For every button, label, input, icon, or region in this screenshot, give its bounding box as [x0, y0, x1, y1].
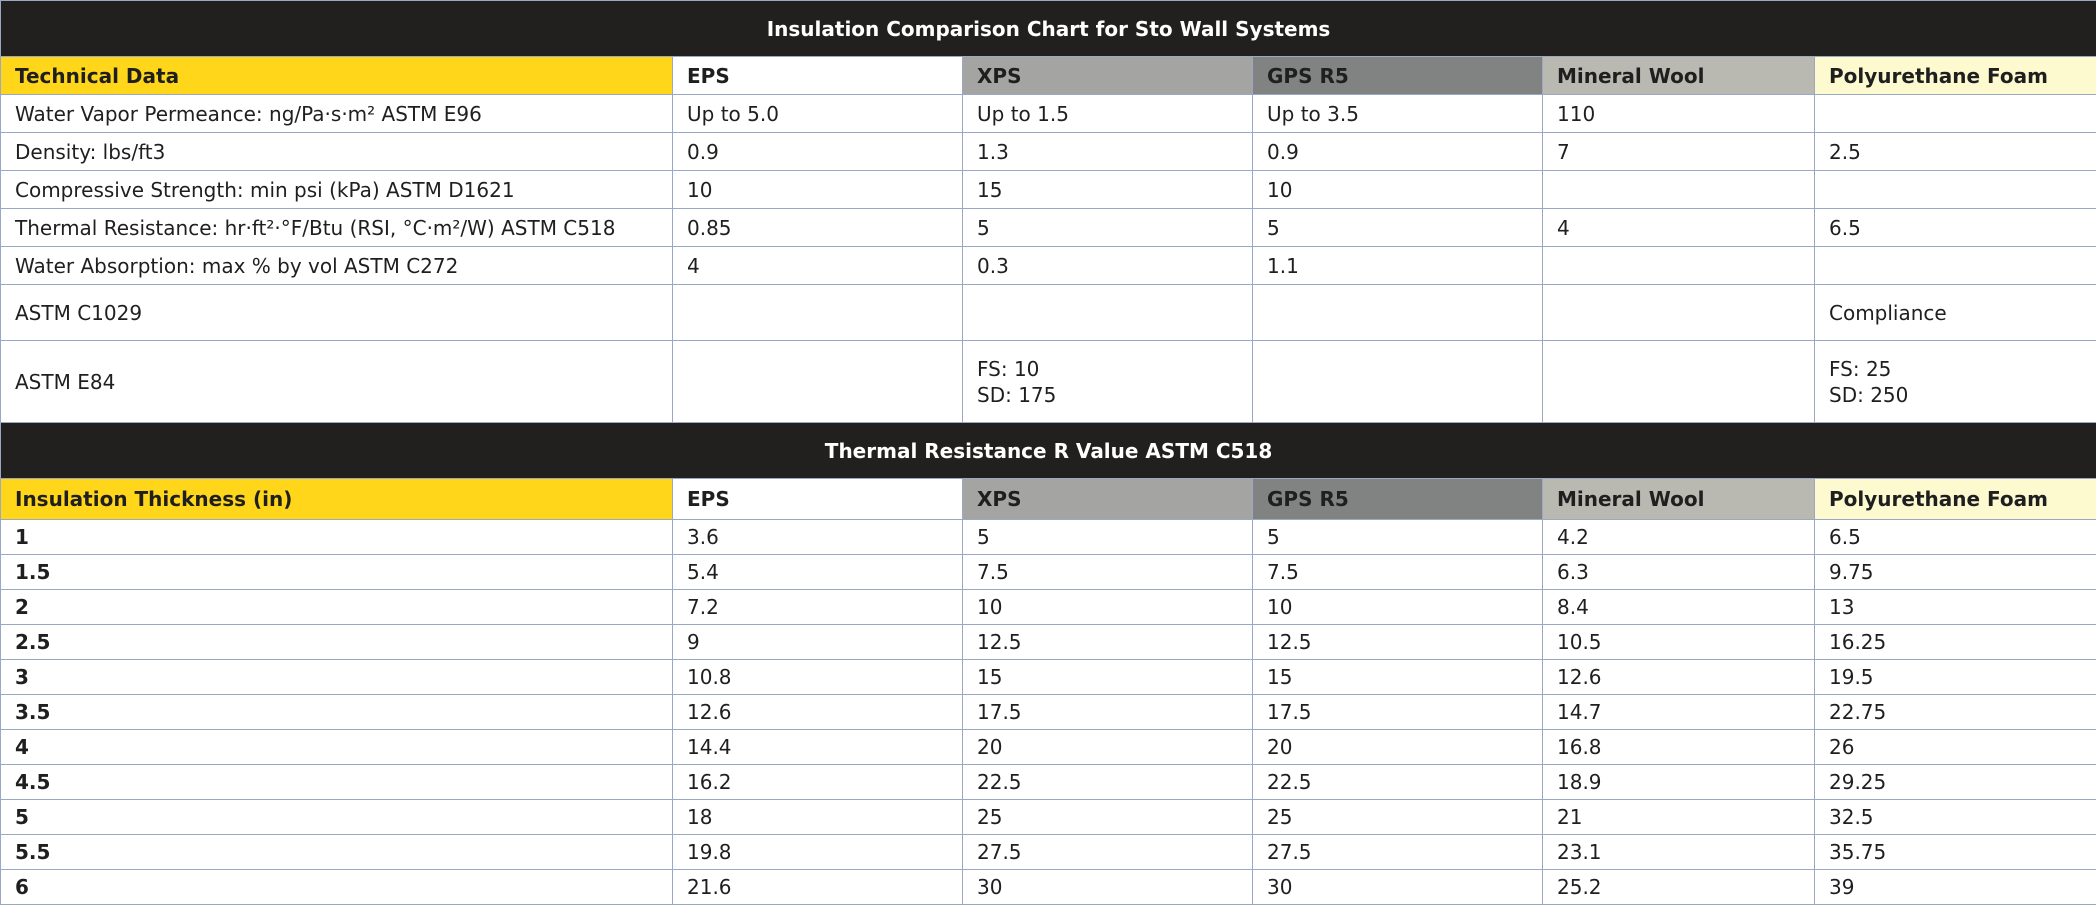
column-header-eps: EPS [673, 479, 963, 520]
table-row [1, 765, 2096, 800]
table-cell [1543, 341, 1815, 423]
table-cell: 16.2 [673, 765, 963, 800]
table-cell: 26 [1815, 730, 2096, 765]
table-cell: 23.1 [1543, 835, 1815, 870]
table-cell: 7.2 [673, 590, 963, 625]
rvalue-title-row [1, 423, 2096, 479]
table-cell [673, 285, 963, 341]
table-cell: 1.3 [963, 133, 1253, 171]
table-cell: 10.8 [673, 660, 963, 695]
table-cell [1253, 285, 1543, 341]
table-cell [1543, 247, 1815, 285]
row-label: ASTM C1029 [1, 285, 673, 341]
column-header-gps-r5: GPS R5 [1253, 57, 1543, 95]
row-label: Water Vapor Permeance: ng/Pa·s·m² ASTM E96 [1, 95, 673, 133]
table-cell: 16.25 [1815, 625, 2096, 660]
table-cell: 21.6 [673, 870, 963, 905]
table-cell: 0.85 [673, 209, 963, 247]
table-cell: 12.5 [963, 625, 1253, 660]
table-cell: 35.75 [1815, 835, 2096, 870]
rvalue-section [1, 423, 2096, 520]
table-cell: 14.7 [1543, 695, 1815, 730]
table-row [1, 695, 2096, 730]
table-cell: Compliance [1815, 285, 2096, 341]
table-cell: 5 [1253, 209, 1543, 247]
table-cell: 10 [1253, 590, 1543, 625]
row-label: 3.5 [1, 695, 673, 730]
row-label: 3 [1, 660, 673, 695]
row-label: 5 [1, 800, 673, 835]
table-cell [1815, 95, 2096, 133]
table-cell: 13 [1815, 590, 2096, 625]
table-cell: 27.5 [1253, 835, 1543, 870]
table-cell: 29.25 [1815, 765, 2096, 800]
table-cell: FS: 10 SD: 175 [963, 341, 1253, 423]
row-label: 4 [1, 730, 673, 765]
table-cell: 18.9 [1543, 765, 1815, 800]
comparison-title: Insulation Comparison Chart for Sto Wall Systems [1, 1, 2096, 57]
comparison-rows [1, 95, 2096, 423]
table-cell: 19.5 [1815, 660, 2096, 695]
column-header-technical-data: Technical Data [1, 57, 673, 95]
table-cell: 6.3 [1543, 555, 1815, 590]
table-cell: 15 [1253, 660, 1543, 695]
table-cell: FS: 25 SD: 250 [1815, 341, 2096, 423]
table-cell: 15 [963, 660, 1253, 695]
table-cell: 30 [963, 870, 1253, 905]
table-row [1, 171, 2096, 209]
column-header-mineral-wool: Mineral Wool [1543, 57, 1815, 95]
table-cell: 7.5 [1253, 555, 1543, 590]
row-label: Compressive Strength: min psi (kPa) ASTM D1621 [1, 171, 673, 209]
table-row [1, 285, 2096, 341]
row-label: Density: lbs/ft3 [1, 133, 673, 171]
table-cell: 32.5 [1815, 800, 2096, 835]
table-cell: 12.6 [1543, 660, 1815, 695]
row-label: 4.5 [1, 765, 673, 800]
rvalue-header-row [1, 479, 2096, 520]
row-label: 2 [1, 590, 673, 625]
table-cell: 10 [963, 590, 1253, 625]
column-header-insulation-thickness: Insulation Thickness (in) [1, 479, 673, 520]
table-cell [1543, 285, 1815, 341]
table-row [1, 133, 2096, 171]
table-cell: 19.8 [673, 835, 963, 870]
table-cell: 10 [673, 171, 963, 209]
table-cell: Up to 5.0 [673, 95, 963, 133]
table-row [1, 520, 2096, 555]
table-cell: 12.5 [1253, 625, 1543, 660]
table-row [1, 95, 2096, 133]
table-cell: 6.5 [1815, 209, 2096, 247]
table-cell: 2.5 [1815, 133, 2096, 171]
column-header-xps: XPS [963, 479, 1253, 520]
table-cell: 7 [1543, 133, 1815, 171]
table-cell: 12.6 [673, 695, 963, 730]
table-row [1, 660, 2096, 695]
row-label: Thermal Resistance: hr·ft²·°F/Btu (RSI, °C·m²/W) ASTM C518 [1, 209, 673, 247]
table-cell: 6.5 [1815, 520, 2096, 555]
table-cell: Up to 3.5 [1253, 95, 1543, 133]
column-header-mineral-wool: Mineral Wool [1543, 479, 1815, 520]
table-row [1, 730, 2096, 765]
table-cell: 7.5 [963, 555, 1253, 590]
rvalue-rows [1, 520, 2096, 905]
table-cell: 25 [1253, 800, 1543, 835]
table-cell [1543, 171, 1815, 209]
table-row [1, 870, 2096, 905]
table-cell: 4 [673, 247, 963, 285]
table-cell: 25.2 [1543, 870, 1815, 905]
table-cell: 1.1 [1253, 247, 1543, 285]
table-cell: 30 [1253, 870, 1543, 905]
row-label: Water Absorption: max % by vol ASTM C272 [1, 247, 673, 285]
table-cell: 9.75 [1815, 555, 2096, 590]
table-cell: 5 [963, 209, 1253, 247]
table-cell: 17.5 [963, 695, 1253, 730]
column-header-eps: EPS [673, 57, 963, 95]
table-cell: 17.5 [1253, 695, 1543, 730]
table-cell: 22.5 [963, 765, 1253, 800]
table-cell: 0.3 [963, 247, 1253, 285]
row-label: 5.5 [1, 835, 673, 870]
table-cell: 21 [1543, 800, 1815, 835]
table-cell: 8.4 [1543, 590, 1815, 625]
row-label: ASTM E84 [1, 341, 673, 423]
table-cell: 0.9 [673, 133, 963, 171]
table-row [1, 590, 2096, 625]
table-row [1, 835, 2096, 870]
comparison-header-row [1, 57, 2096, 95]
comparison-section [1, 1, 2096, 95]
table-cell: 10 [1253, 171, 1543, 209]
table-row [1, 625, 2096, 660]
row-label: 2.5 [1, 625, 673, 660]
table-cell: 5 [1253, 520, 1543, 555]
column-header-polyurethane-foam: Polyurethane Foam [1815, 57, 2096, 95]
table-cell [1253, 341, 1543, 423]
table-cell [1815, 171, 2096, 209]
column-header-gps-r5: GPS R5 [1253, 479, 1543, 520]
table-cell: 0.9 [1253, 133, 1543, 171]
table-cell: 27.5 [963, 835, 1253, 870]
rvalue-title: Thermal Resistance R Value ASTM C518 [1, 423, 2096, 479]
row-label: 1.5 [1, 555, 673, 590]
row-label: 1 [1, 520, 673, 555]
table-cell: 39 [1815, 870, 2096, 905]
table-cell: 5.4 [673, 555, 963, 590]
table-cell: 16.8 [1543, 730, 1815, 765]
table-cell: 5 [963, 520, 1253, 555]
table-cell: 3.6 [673, 520, 963, 555]
table-row [1, 209, 2096, 247]
table-cell: 110 [1543, 95, 1815, 133]
table-cell: 15 [963, 171, 1253, 209]
table-cell: 20 [963, 730, 1253, 765]
table-cell: 22.5 [1253, 765, 1543, 800]
table-cell: 20 [1253, 730, 1543, 765]
row-label: 6 [1, 870, 673, 905]
comparison-title-row [1, 1, 2096, 57]
table-cell: 22.75 [1815, 695, 2096, 730]
table-cell [963, 285, 1253, 341]
table-cell: 10.5 [1543, 625, 1815, 660]
column-header-xps: XPS [963, 57, 1253, 95]
table-cell: 4 [1543, 209, 1815, 247]
table-cell: 4.2 [1543, 520, 1815, 555]
table-cell [1815, 247, 2096, 285]
table-cell: 25 [963, 800, 1253, 835]
table-cell: Up to 1.5 [963, 95, 1253, 133]
table-row [1, 555, 2096, 590]
table-row [1, 341, 2096, 423]
table-cell [673, 341, 963, 423]
table-cell: 14.4 [673, 730, 963, 765]
table-cell: 18 [673, 800, 963, 835]
table-cell: 9 [673, 625, 963, 660]
table-row [1, 247, 2096, 285]
table-row [1, 800, 2096, 835]
column-header-polyurethane-foam: Polyurethane Foam [1815, 479, 2096, 520]
